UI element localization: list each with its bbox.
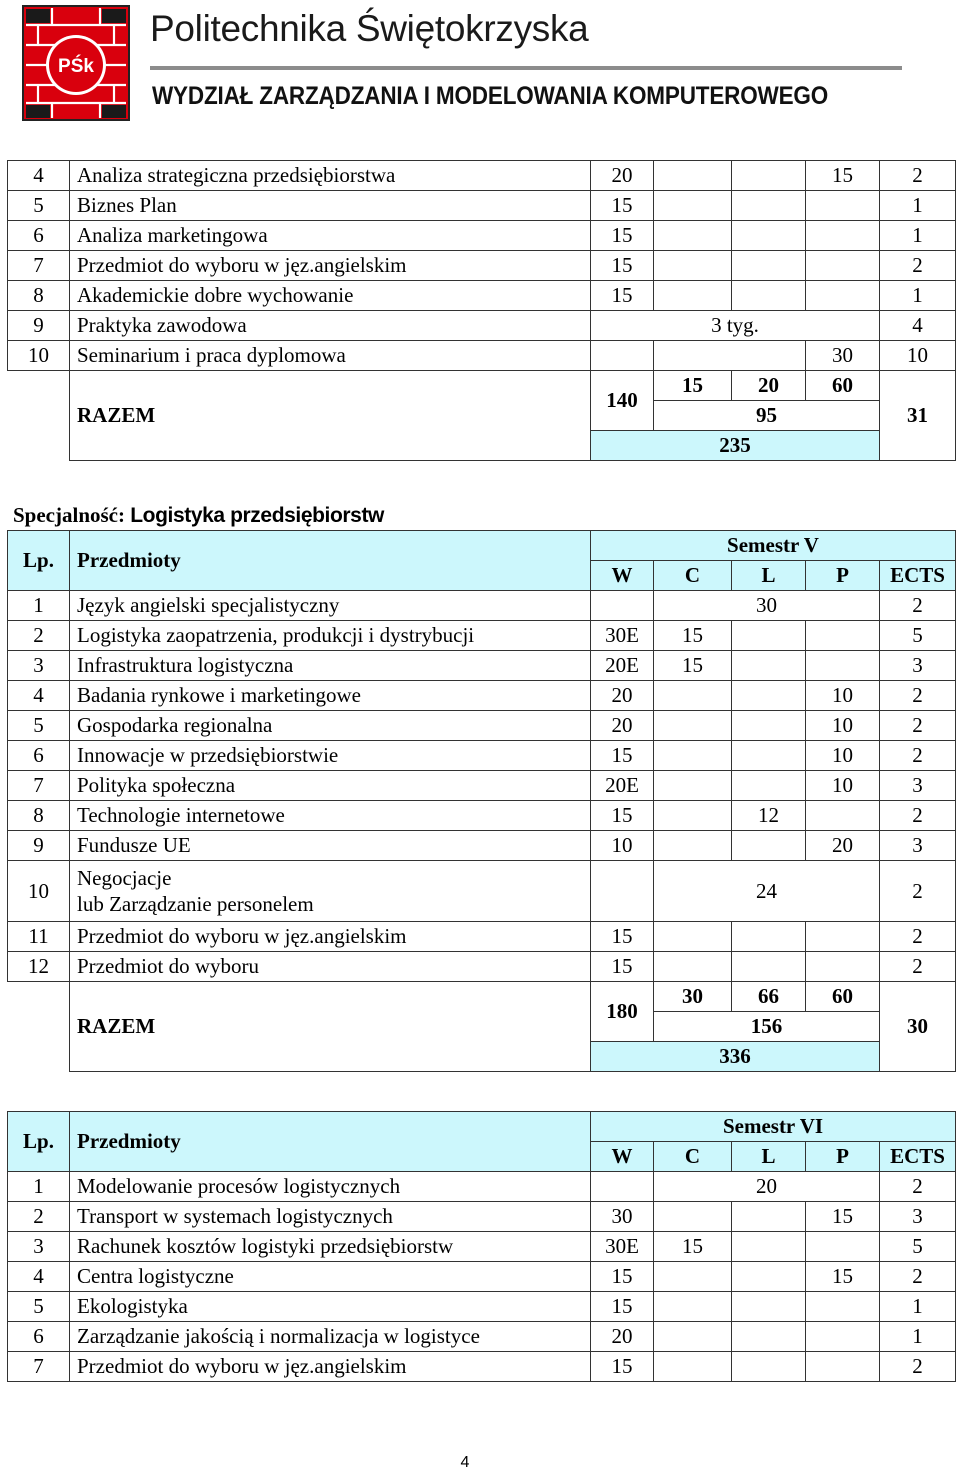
razem-clp: 95 — [654, 401, 880, 431]
p-cell — [806, 221, 880, 251]
ects-cell: 4 — [880, 311, 956, 341]
w-cell: 20 — [591, 161, 654, 191]
lp-cell: 10 — [8, 861, 70, 922]
p-cell: 15 — [806, 1202, 880, 1232]
razem-c: 15 — [654, 371, 732, 401]
table-row — [8, 711, 956, 741]
w-cell — [591, 861, 654, 922]
p-cell: 15 — [806, 161, 880, 191]
c-cell: 15 — [654, 1232, 732, 1262]
razem-total: 235 — [591, 431, 880, 461]
subject-cell: Przedmiot do wyboru w jęz.angielskim — [70, 251, 591, 281]
lp-cell: 5 — [8, 711, 70, 741]
table-row — [8, 651, 956, 681]
col-w: W — [591, 561, 654, 591]
p-cell: 10 — [806, 711, 880, 741]
lp-header: Lp. — [8, 1112, 70, 1172]
clp-cell: 20 — [654, 1172, 880, 1202]
l-cell — [732, 251, 806, 281]
c-cell — [654, 831, 732, 861]
p-cell — [806, 952, 880, 982]
razem-p: 60 — [806, 371, 880, 401]
lp-cell: 3 — [8, 651, 70, 681]
ects-cell: 1 — [880, 191, 956, 221]
c-cell: 15 — [654, 621, 732, 651]
ects-cell: 3 — [880, 651, 956, 681]
c-cell — [654, 952, 732, 982]
table-row — [8, 681, 956, 711]
table-row — [8, 1262, 956, 1292]
subject-cell: Zarządzanie jakością i normalizacja w logistyce — [70, 1322, 591, 1352]
razem-w: 140 — [591, 371, 654, 431]
header-row — [8, 531, 956, 561]
table-row — [8, 281, 956, 311]
lp-cell: 8 — [8, 801, 70, 831]
razem-l: 66 — [732, 982, 806, 1012]
subject-cell — [70, 861, 591, 922]
w-cell: 15 — [591, 191, 654, 221]
ects-cell: 2 — [880, 251, 956, 281]
c-cell — [654, 741, 732, 771]
ects-cell: 2 — [880, 741, 956, 771]
l-cell — [732, 1232, 806, 1262]
w-cell: 10 — [591, 831, 654, 861]
p-cell: 30 — [806, 341, 880, 371]
faculty-name: WYDZIAŁ ZARZĄDZANIA I MODELOWANIA KOMPUTEROWEGO — [152, 82, 829, 110]
lp-cell: 7 — [8, 1352, 70, 1382]
lp-cell: 10 — [8, 341, 70, 371]
col-p: P — [806, 561, 880, 591]
table-row — [8, 1322, 956, 1352]
l-cell — [732, 1202, 806, 1232]
subject-cell: Polityka społeczna — [70, 771, 591, 801]
semester-5-table — [7, 530, 956, 1072]
w-cell: 15 — [591, 1352, 654, 1382]
header-row — [8, 1112, 956, 1142]
ects-cell: 2 — [880, 161, 956, 191]
c-cell — [654, 161, 732, 191]
lp-cell: 7 — [8, 251, 70, 281]
l-cell — [732, 221, 806, 251]
subjects-header: Przedmioty — [70, 531, 591, 591]
l-cell — [732, 711, 806, 741]
lp-header: Lp. — [8, 531, 70, 591]
w-cell: 15 — [591, 952, 654, 982]
razem-w: 180 — [591, 982, 654, 1042]
subject-cell: Gospodarka regionalna — [70, 711, 591, 741]
ects-cell: 2 — [880, 591, 956, 621]
subject-cell: Fundusze UE — [70, 831, 591, 861]
w-cell: 15 — [591, 281, 654, 311]
lp-cell: 2 — [8, 1202, 70, 1232]
col-c: C — [654, 1142, 732, 1172]
l-cell — [732, 191, 806, 221]
l-cell — [732, 1352, 806, 1382]
l-cell — [732, 681, 806, 711]
subject-cell: Ekologistyka — [70, 1292, 591, 1322]
table-row — [8, 1232, 956, 1262]
l-cell — [732, 1292, 806, 1322]
logo-text: PŚk — [58, 56, 94, 77]
lp-cell: 4 — [8, 161, 70, 191]
l-cell — [732, 161, 806, 191]
c-cell — [654, 281, 732, 311]
w-cell: 20 — [591, 711, 654, 741]
page-number: 4 — [460, 1454, 470, 1471]
lp-cell: 5 — [8, 191, 70, 221]
table-row — [8, 1172, 956, 1202]
table-row — [8, 341, 956, 371]
w-cell — [591, 341, 654, 371]
lp-cell: 1 — [8, 1172, 70, 1202]
ects-cell: 3 — [880, 771, 956, 801]
subject-cell: Akademickie dobre wychowanie — [70, 281, 591, 311]
duration-cell: 3 tyg. — [591, 311, 880, 341]
razem-clp: 156 — [654, 1012, 880, 1042]
w-cell: 15 — [591, 221, 654, 251]
subject-cell: Badania rynkowe i marketingowe — [70, 681, 591, 711]
ects-cell: 5 — [880, 621, 956, 651]
lp-cell: 3 — [8, 1232, 70, 1262]
l-cell — [732, 922, 806, 952]
c-cell — [654, 1202, 732, 1232]
razem-label: RAZEM — [70, 982, 591, 1072]
p-cell: 15 — [806, 1262, 880, 1292]
lp-cell: 12 — [8, 952, 70, 982]
table-row — [8, 1352, 956, 1382]
p-cell — [806, 281, 880, 311]
ects-cell: 1 — [880, 221, 956, 251]
l-cell: 12 — [732, 801, 806, 831]
c-cell — [654, 1322, 732, 1352]
lp-cell: 11 — [8, 922, 70, 952]
subject-cell: Seminarium i praca dyplomowa — [70, 341, 591, 371]
table-row — [8, 591, 956, 621]
table-row — [8, 311, 956, 341]
col-p: P — [806, 1142, 880, 1172]
c-cell — [654, 922, 732, 952]
c-cell — [654, 1352, 732, 1382]
ects-cell: 2 — [880, 1262, 956, 1292]
semester-header: Semestr VI — [591, 1112, 956, 1142]
c-cell — [654, 801, 732, 831]
subject-cell: Przedmiot do wyboru — [70, 952, 591, 982]
clp-cell: 24 — [654, 861, 880, 922]
table-row — [8, 251, 956, 281]
table-row — [8, 161, 956, 191]
subject-line-2: lub Zarządzanie personelem — [77, 892, 314, 916]
p-cell: 10 — [806, 741, 880, 771]
p-cell — [806, 922, 880, 952]
subject-cell: Analiza marketingowa — [70, 221, 591, 251]
subject-cell: Technologie internetowe — [70, 801, 591, 831]
l-cell — [732, 651, 806, 681]
c-cell — [654, 771, 732, 801]
col-w: W — [591, 1142, 654, 1172]
c-cell — [654, 1262, 732, 1292]
c-cell — [654, 251, 732, 281]
w-cell: 20E — [591, 651, 654, 681]
c-cell — [654, 221, 732, 251]
table-row — [8, 1292, 956, 1322]
w-cell: 15 — [591, 922, 654, 952]
w-cell — [591, 591, 654, 621]
subject-cell: Przedmiot do wyboru w jęz.angielskim — [70, 1352, 591, 1382]
c-cell — [654, 191, 732, 221]
p-cell — [806, 191, 880, 221]
subject-cell: Transport w systemach logistycznych — [70, 1202, 591, 1232]
razem-c: 30 — [654, 982, 732, 1012]
l-cell — [732, 831, 806, 861]
table-row — [8, 741, 956, 771]
cl-cell — [654, 341, 806, 371]
w-cell: 15 — [591, 1292, 654, 1322]
ects-cell: 2 — [880, 922, 956, 952]
subject-cell: Biznes Plan — [70, 191, 591, 221]
ects-cell: 5 — [880, 1232, 956, 1262]
specialization-prefix: Specjalność: — [13, 503, 131, 527]
p-cell — [806, 801, 880, 831]
table-row — [8, 922, 956, 952]
table-row — [8, 191, 956, 221]
razem-total: 336 — [591, 1042, 880, 1072]
razem-label: RAZEM — [70, 371, 591, 461]
razem-p: 60 — [806, 982, 880, 1012]
lp-cell: 5 — [8, 1292, 70, 1322]
w-cell: 15 — [591, 741, 654, 771]
ects-cell: 2 — [880, 711, 956, 741]
w-cell: 20E — [591, 771, 654, 801]
p-cell: 20 — [806, 831, 880, 861]
specialization-heading — [13, 503, 384, 528]
w-cell: 30E — [591, 1232, 654, 1262]
ects-cell: 2 — [880, 1352, 956, 1382]
clp-cell: 30 — [654, 591, 880, 621]
subject-cell: Analiza strategiczna przedsiębiorstwa — [70, 161, 591, 191]
c-cell — [654, 1292, 732, 1322]
subject-cell: Rachunek kosztów logistyki przedsiębiorstw — [70, 1232, 591, 1262]
p-cell — [806, 251, 880, 281]
l-cell — [732, 741, 806, 771]
l-cell — [732, 621, 806, 651]
table-row — [8, 771, 956, 801]
razem-l: 20 — [732, 371, 806, 401]
w-cell: 15 — [591, 801, 654, 831]
subject-cell: Infrastruktura logistyczna — [70, 651, 591, 681]
lp-cell: 6 — [8, 741, 70, 771]
ects-cell: 3 — [880, 831, 956, 861]
lp-cell: 9 — [8, 311, 70, 341]
p-cell — [806, 1352, 880, 1382]
specialization-name: Logistyka przedsiębiorstw — [130, 504, 384, 527]
ects-cell: 10 — [880, 341, 956, 371]
ects-cell: 2 — [880, 861, 956, 922]
c-cell — [654, 711, 732, 741]
subject-cell: Język angielski specjalistyczny — [70, 591, 591, 621]
table-row — [8, 621, 956, 651]
l-cell — [732, 1322, 806, 1352]
semester-header: Semestr V — [591, 531, 956, 561]
table-row — [8, 221, 956, 251]
col-ects: ECTS — [880, 561, 956, 591]
subject-line-1: Negocjacje — [77, 866, 172, 890]
subjects-header: Przedmioty — [70, 1112, 591, 1172]
col-l: L — [732, 561, 806, 591]
lp-cell: 4 — [8, 681, 70, 711]
subject-cell: Przedmiot do wyboru w jęz.angielskim — [70, 922, 591, 952]
subject-cell: Praktyka zawodowa — [70, 311, 591, 341]
col-c: C — [654, 561, 732, 591]
razem-row — [8, 371, 956, 401]
subject-cell: Logistyka zaopatrzenia, produkcji i dystrybucji — [70, 621, 591, 651]
razem-ects: 30 — [880, 982, 956, 1072]
col-ects: ECTS — [880, 1142, 956, 1172]
ects-cell: 1 — [880, 1292, 956, 1322]
lp-cell: 1 — [8, 591, 70, 621]
p-cell — [806, 1292, 880, 1322]
ects-cell: 2 — [880, 1172, 956, 1202]
semester-6-table — [7, 1111, 956, 1382]
header-divider — [150, 66, 902, 70]
lp-cell: 7 — [8, 771, 70, 801]
l-cell — [732, 1262, 806, 1292]
w-cell: 30E — [591, 621, 654, 651]
subject-cell: Centra logistyczne — [70, 1262, 591, 1292]
w-cell: 30 — [591, 1202, 654, 1232]
institution-name: Politechnika Świętokrzyska — [150, 8, 589, 49]
top-course-table — [7, 160, 956, 461]
w-cell — [591, 1172, 654, 1202]
ects-cell: 2 — [880, 681, 956, 711]
l-cell — [732, 771, 806, 801]
p-cell — [806, 1322, 880, 1352]
l-cell — [732, 952, 806, 982]
p-cell — [806, 1232, 880, 1262]
ects-cell: 2 — [880, 801, 956, 831]
university-logo — [22, 5, 130, 121]
p-cell: 10 — [806, 681, 880, 711]
ects-cell: 2 — [880, 952, 956, 982]
table-row — [8, 1202, 956, 1232]
lp-cell: 8 — [8, 281, 70, 311]
subject-cell: Innowacje w przedsiębiorstwie — [70, 741, 591, 771]
ects-cell: 3 — [880, 1202, 956, 1232]
col-l: L — [732, 1142, 806, 1172]
lp-cell: 6 — [8, 221, 70, 251]
lp-cell: 2 — [8, 621, 70, 651]
table-row — [8, 952, 956, 982]
w-cell: 15 — [591, 251, 654, 281]
p-cell — [806, 651, 880, 681]
w-cell: 20 — [591, 681, 654, 711]
ects-cell: 1 — [880, 1322, 956, 1352]
ects-cell: 1 — [880, 281, 956, 311]
table-row — [8, 801, 956, 831]
c-cell — [654, 681, 732, 711]
subject-cell: Modelowanie procesów logistycznych — [70, 1172, 591, 1202]
w-cell: 15 — [591, 1262, 654, 1292]
table-row — [8, 831, 956, 861]
l-cell — [732, 281, 806, 311]
razem-ects: 31 — [880, 371, 956, 461]
c-cell: 15 — [654, 651, 732, 681]
table-row — [8, 861, 956, 922]
razem-row — [8, 982, 956, 1012]
lp-cell: 4 — [8, 1262, 70, 1292]
w-cell: 20 — [591, 1322, 654, 1352]
lp-cell: 6 — [8, 1322, 70, 1352]
lp-cell: 9 — [8, 831, 70, 861]
p-cell — [806, 621, 880, 651]
p-cell: 10 — [806, 771, 880, 801]
